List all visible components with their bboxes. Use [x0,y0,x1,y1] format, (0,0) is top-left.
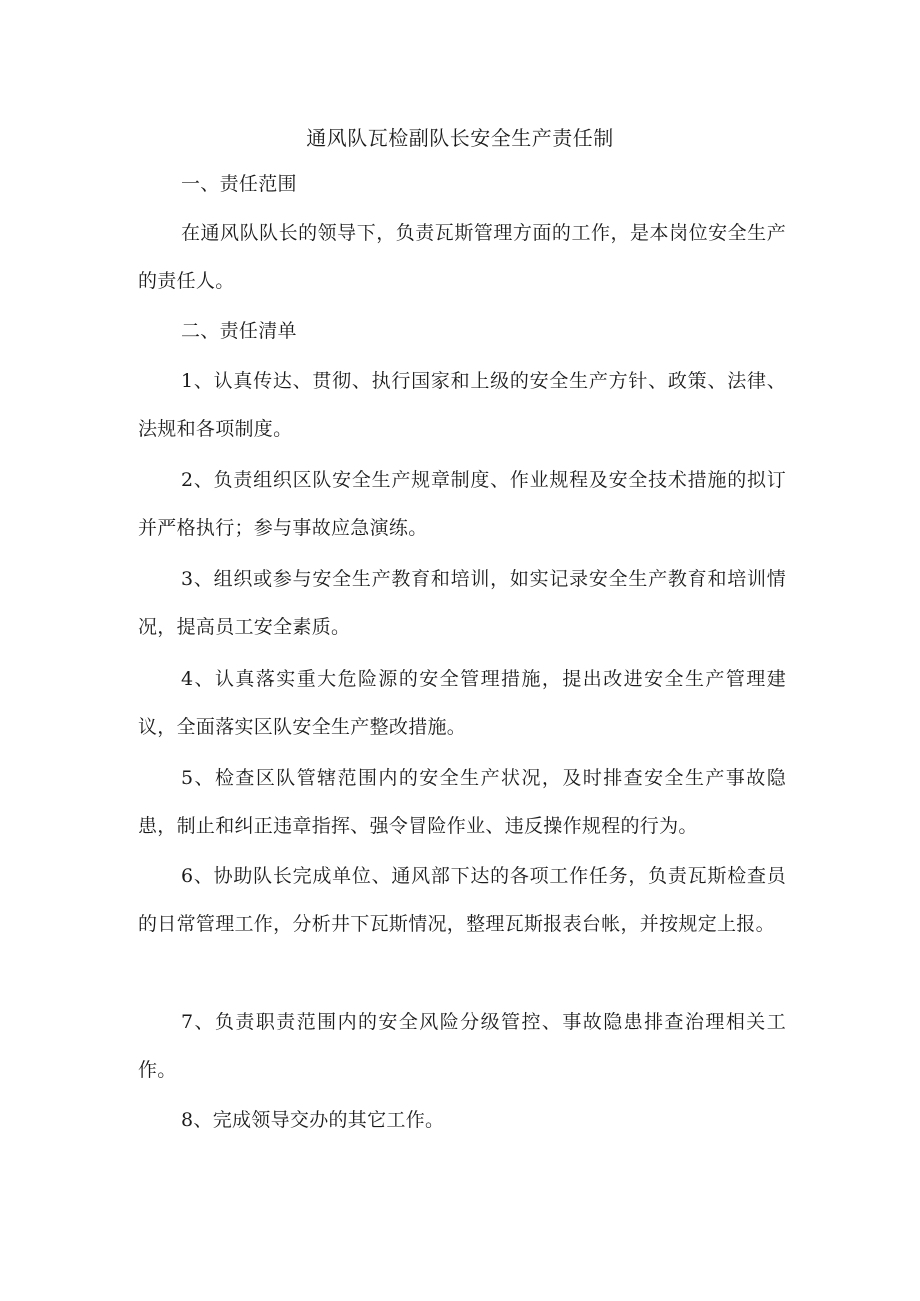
scope-paragraph: 在通风队队长的领导下，负责瓦斯管理方面的工作，是本岗位安全生产的责任人。 [138,222,786,292]
list-item-1: 1、认真传达、贯彻、执行国家和上级的安全生产方针、政策、法律、法规和各项制度。 [138,370,786,440]
document-title: 通风队瓦检副队长安全生产责任制 [306,126,614,150]
section-heading-scope: 一、责任范围 [181,173,297,195]
list-item-2: 2、负责组织区队安全生产规章制度、作业规程及安全技术措施的拟订并严格执行；参与事故应急演练。 [138,469,786,539]
list-item-8: 8、完成领导交办的其它工作。 [181,1109,445,1131]
section-heading-list: 二、责任清单 [181,320,297,342]
list-item-4: 4、认真落实重大危险源的安全管理措施，提出改进安全生产管理建议，全面落实区队安全生产整改措施。 [138,668,786,738]
list-item-6: 6、协助队长完成单位、通风部下达的各项工作任务，负责瓦斯检查员的日常管理工作，分析井下瓦斯情况，整理瓦斯报表台帐，并按规定上报。 [138,865,786,935]
list-item-3: 3、组织或参与安全生产教育和培训，如实记录安全生产教育和培训情况，提高员工安全素质。 [138,568,786,638]
list-item-7: 7、负责职责范围内的安全风险分级管控、事故隐患排查治理相关工作。 [138,1011,786,1081]
list-item-5: 5、检查区队管辖范围内的安全生产状况，及时排查安全生产事故隐患，制止和纠正违章指挥、强令冒险作业、违反操作规程的行为。 [138,767,786,837]
